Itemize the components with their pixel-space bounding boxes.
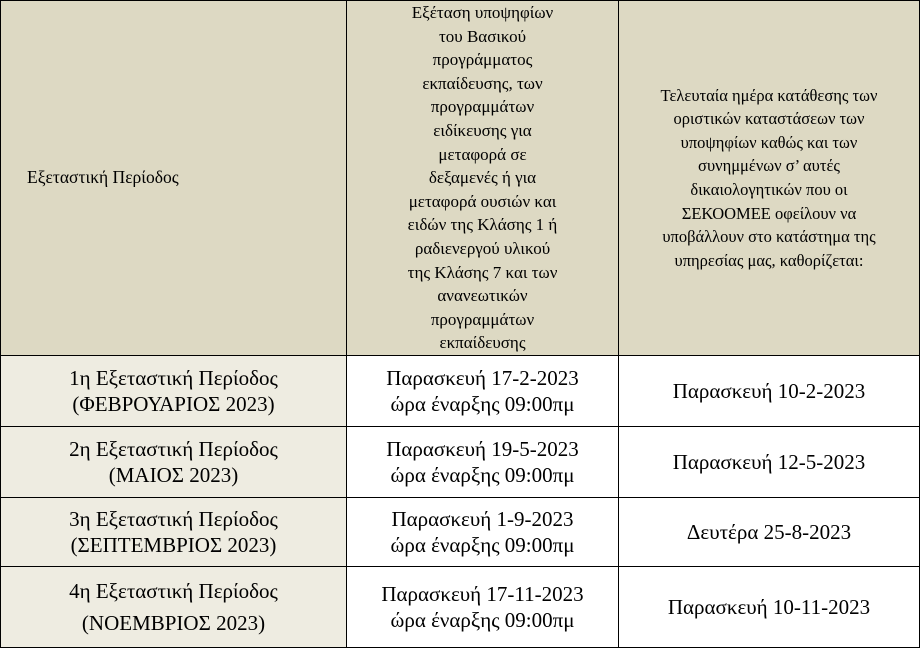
header-exam-line: προγράμματος: [432, 50, 533, 70]
header-exam-line: μεταφορά σε: [438, 144, 527, 164]
period-cell: [1, 355, 347, 426]
period-month: (ΜΑΙΟΣ 2023): [108, 462, 239, 487]
period-label: 2η Εξεταστική Περίοδος: [69, 436, 278, 461]
period-label: 4η Εξεταστική Περίοδος: [69, 578, 278, 603]
header-exam-line: ειδών της Κλάσης 1 ή: [407, 215, 558, 235]
period-cell: [1, 497, 347, 566]
header-period: [1, 1, 347, 356]
header-exam-line: ανανεωτικών: [437, 286, 528, 306]
exam-cell: [347, 497, 619, 566]
table-row: [1, 566, 920, 647]
header-exam-line: της Κλάσης 7 και των: [407, 262, 558, 282]
period-cell: [1, 566, 347, 647]
deadline-date: Παρασκευή 10-2-2023: [672, 378, 866, 403]
header-exam-line: εκπαίδευσης, των: [422, 73, 543, 93]
header-period-text: Εξεταστική Περίοδος: [27, 167, 179, 188]
header-deadline-line: υπηρεσίας μας, καθορίζεται:: [674, 250, 864, 270]
table-row: [1, 355, 920, 426]
header-deadline-line: οριστικών καταστάσεων των: [673, 109, 865, 129]
header-exam-line: δεξαμενές ή για: [428, 168, 537, 188]
header-exam-line: Εξέταση υποψηφίων: [411, 3, 554, 22]
deadline-cell: [619, 566, 920, 647]
header-deadline-line: ΣΕΚΟΟΜΕΕ οφείλουν να: [681, 203, 857, 223]
period-label: 3η Εξεταστική Περίοδος: [69, 506, 278, 531]
deadline-cell: [619, 426, 920, 497]
deadline-cell: [619, 355, 920, 426]
table-row: [1, 497, 920, 566]
deadline-date: Παρασκευή 12-5-2023: [672, 449, 866, 474]
header-exam-line: ειδίκευσης για: [433, 120, 532, 140]
exam-cell: [347, 566, 619, 647]
exam-time: ώρα έναρξης 09:00πμ: [390, 607, 575, 632]
header-deadline-line: υποβάλλουν στο κατάστημα της: [662, 227, 876, 247]
period-month: (ΦΕΒΡΟΥΑΡΙΟΣ 2023): [72, 391, 275, 416]
header-deadline-line: συνημμένων σ’ αυτές: [698, 156, 840, 176]
deadline-date: Δευτέρα 25-8-2023: [686, 519, 852, 544]
header-deadline-line: Τελευταία ημέρα κατάθεσης των: [660, 85, 878, 105]
exam-cell: [347, 355, 619, 426]
header-deadline-line: υποψηφίων καθώς και των: [680, 132, 858, 152]
period-label: 1η Εξεταστική Περίοδος: [69, 365, 278, 390]
header-row: [1, 1, 920, 356]
header-exam-line: μεταφορά ουσιών και: [408, 191, 557, 211]
period-cell: [1, 426, 347, 497]
header-exam-line: ραδιενεργού υλικού: [414, 238, 551, 258]
header-exam-line: προγραμμάτων: [430, 97, 535, 117]
exam-time: ώρα έναρξης 09:00πμ: [390, 532, 575, 557]
exam-date: Παρασκευή 1-9-2023: [391, 506, 574, 531]
header-exam-line: του Βασικού: [438, 26, 527, 46]
deadline-date: Παρασκευή 10-11-2023: [667, 594, 871, 619]
exam-date: Παρασκευή 19-5-2023: [386, 436, 579, 461]
exam-date: Παρασκευή 17-2-2023: [386, 365, 579, 390]
header-deadline-line: δικαιολογητικών που οι: [690, 179, 848, 199]
period-month: (ΣΕΠΤΕΜΒΡΙΟΣ 2023): [70, 532, 277, 557]
header-exam-line: προγραμμάτων: [430, 309, 535, 329]
header-exam: [347, 1, 619, 356]
exam-date: Παρασκευή 17-11-2023: [381, 581, 584, 606]
deadline-cell: [619, 497, 920, 566]
period-month: (ΝΟΕΜΒΡΙΟΣ 2023): [81, 610, 266, 635]
exam-time: ώρα έναρξης 09:00πμ: [390, 462, 575, 487]
header-deadline: [619, 1, 920, 356]
table-row: [1, 426, 920, 497]
exam-cell: [347, 426, 619, 497]
header-exam-line: εκπαίδευσης: [439, 333, 526, 353]
exam-time: ώρα έναρξης 09:00πμ: [390, 391, 575, 416]
